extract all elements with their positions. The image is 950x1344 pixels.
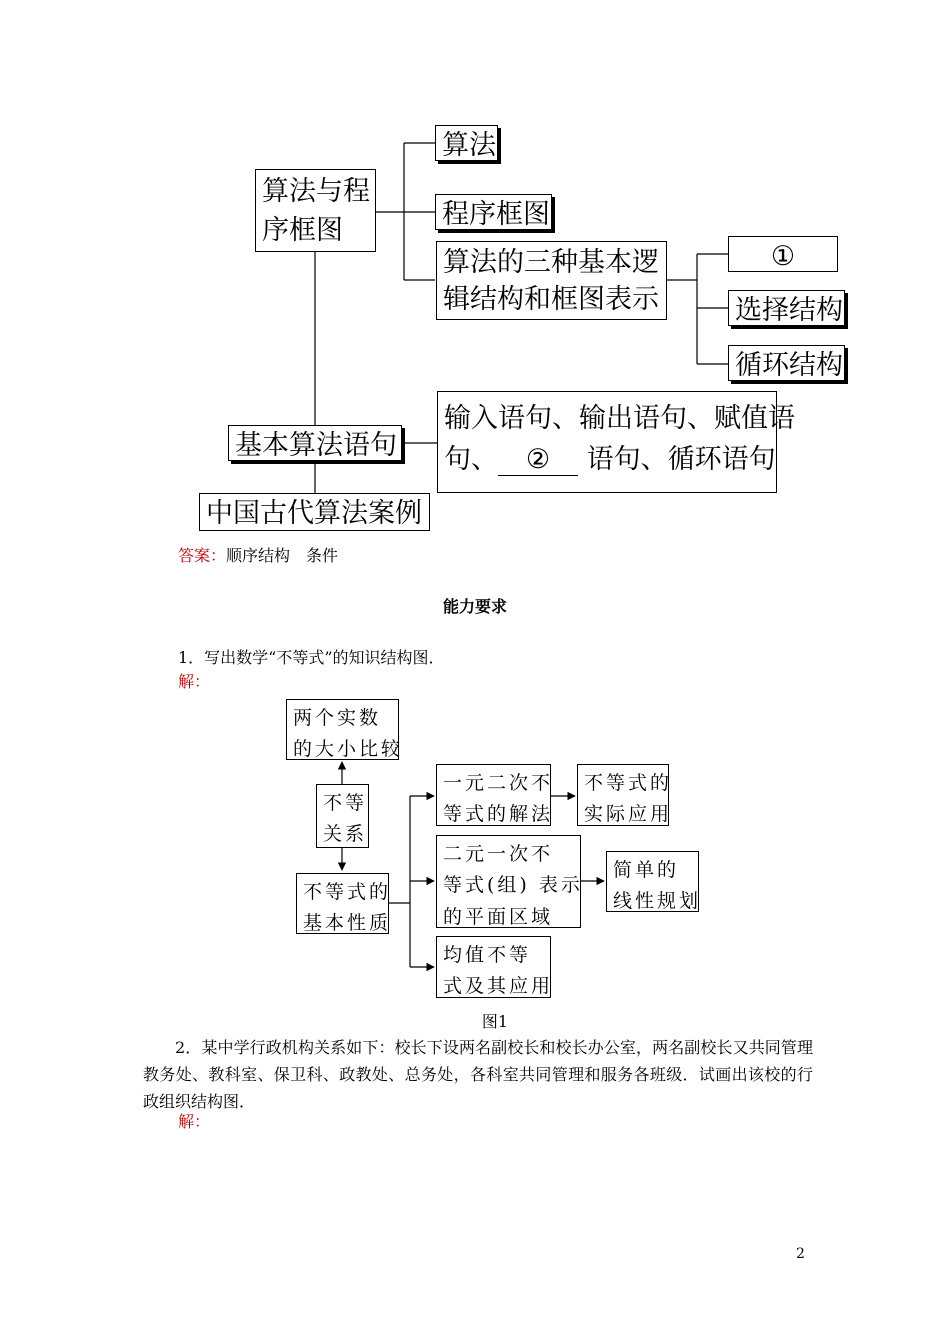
- selection-label: 选择结构: [735, 295, 843, 326]
- region-line3: 的平面区域: [443, 905, 554, 928]
- statements-line2-a: 句、: [444, 444, 498, 475]
- relation-box: [316, 784, 369, 848]
- root-line2: 序框图: [262, 215, 343, 246]
- linear-prog-box: [606, 851, 702, 913]
- root-line1: 算法与程: [262, 176, 370, 207]
- mean-line1: 均值不等: [443, 944, 532, 966]
- blank1-label: ①: [770, 241, 796, 272]
- properties-line2: 基本性质: [303, 912, 392, 935]
- properties-line1: 不等式的: [303, 881, 392, 903]
- ancient-cases-label: 中国古代算法案例: [206, 498, 422, 529]
- mean-line2: 式及其应用: [443, 975, 554, 998]
- statements-line1: 输入语句、输出语句、赋值语: [444, 403, 795, 434]
- region-box: [436, 835, 581, 928]
- region-line2: 等式(组) 表示: [443, 874, 583, 897]
- relation-line1: 不等: [323, 792, 368, 814]
- mean-box: [436, 936, 554, 998]
- properties-box: [296, 873, 392, 935]
- answer-text: 顺序结构 条件: [226, 546, 339, 565]
- quadratic-box: [436, 764, 554, 826]
- blank2-field: ②: [498, 445, 578, 476]
- q2-solution-label: 解：: [178, 1112, 211, 1131]
- linear-prog-line1: 简单的: [613, 859, 680, 881]
- page-number: 2: [796, 1246, 805, 1262]
- section-title: 能力要求: [442, 597, 507, 616]
- q1-text: 1．写出数学“不等式”的知识结构图．: [178, 648, 445, 667]
- relation-line2: 关系: [323, 823, 368, 846]
- application-line1: 不等式的: [584, 772, 673, 794]
- three-structures-line1: 算法的三种基本逻: [443, 247, 659, 278]
- compare-line1: 两个实数: [293, 707, 382, 729]
- q1-solution-label: 解：: [178, 672, 211, 691]
- basic-statements-label: 基本算法语句: [235, 430, 397, 461]
- quadratic-line2: 等式的解法: [443, 803, 554, 826]
- region-line1: 二元一次不: [443, 843, 554, 865]
- compare-line2: 的大小比较: [293, 738, 404, 761]
- quadratic-line1: 一元二次不: [443, 772, 554, 794]
- loop-label: 循环结构: [735, 350, 843, 381]
- compare-box: [286, 699, 404, 761]
- figure-caption: 图1: [481, 1012, 509, 1031]
- three-structures-line2: 辑结构和框图表示: [443, 284, 659, 315]
- flowchart-label: 程序框图: [442, 199, 550, 230]
- application-line2: 实际应用: [584, 803, 673, 826]
- application-box: [577, 764, 673, 826]
- algorithm-label: 算法: [442, 130, 496, 161]
- answer-label: 答案：: [178, 546, 227, 565]
- q2-text: 2．某中学行政机构关系如下：校长下设两名副校长和校长办公室，两名副校长又共同管理教务处、教科室、保卫科、政教处、总务处，各科室共同管理和服务各班级．试画出该校的行政组织结构图．: [143, 1038, 813, 1111]
- statements-line2-b: 语句、循环语句: [586, 444, 776, 475]
- linear-prog-line2: 线性规划: [613, 890, 702, 913]
